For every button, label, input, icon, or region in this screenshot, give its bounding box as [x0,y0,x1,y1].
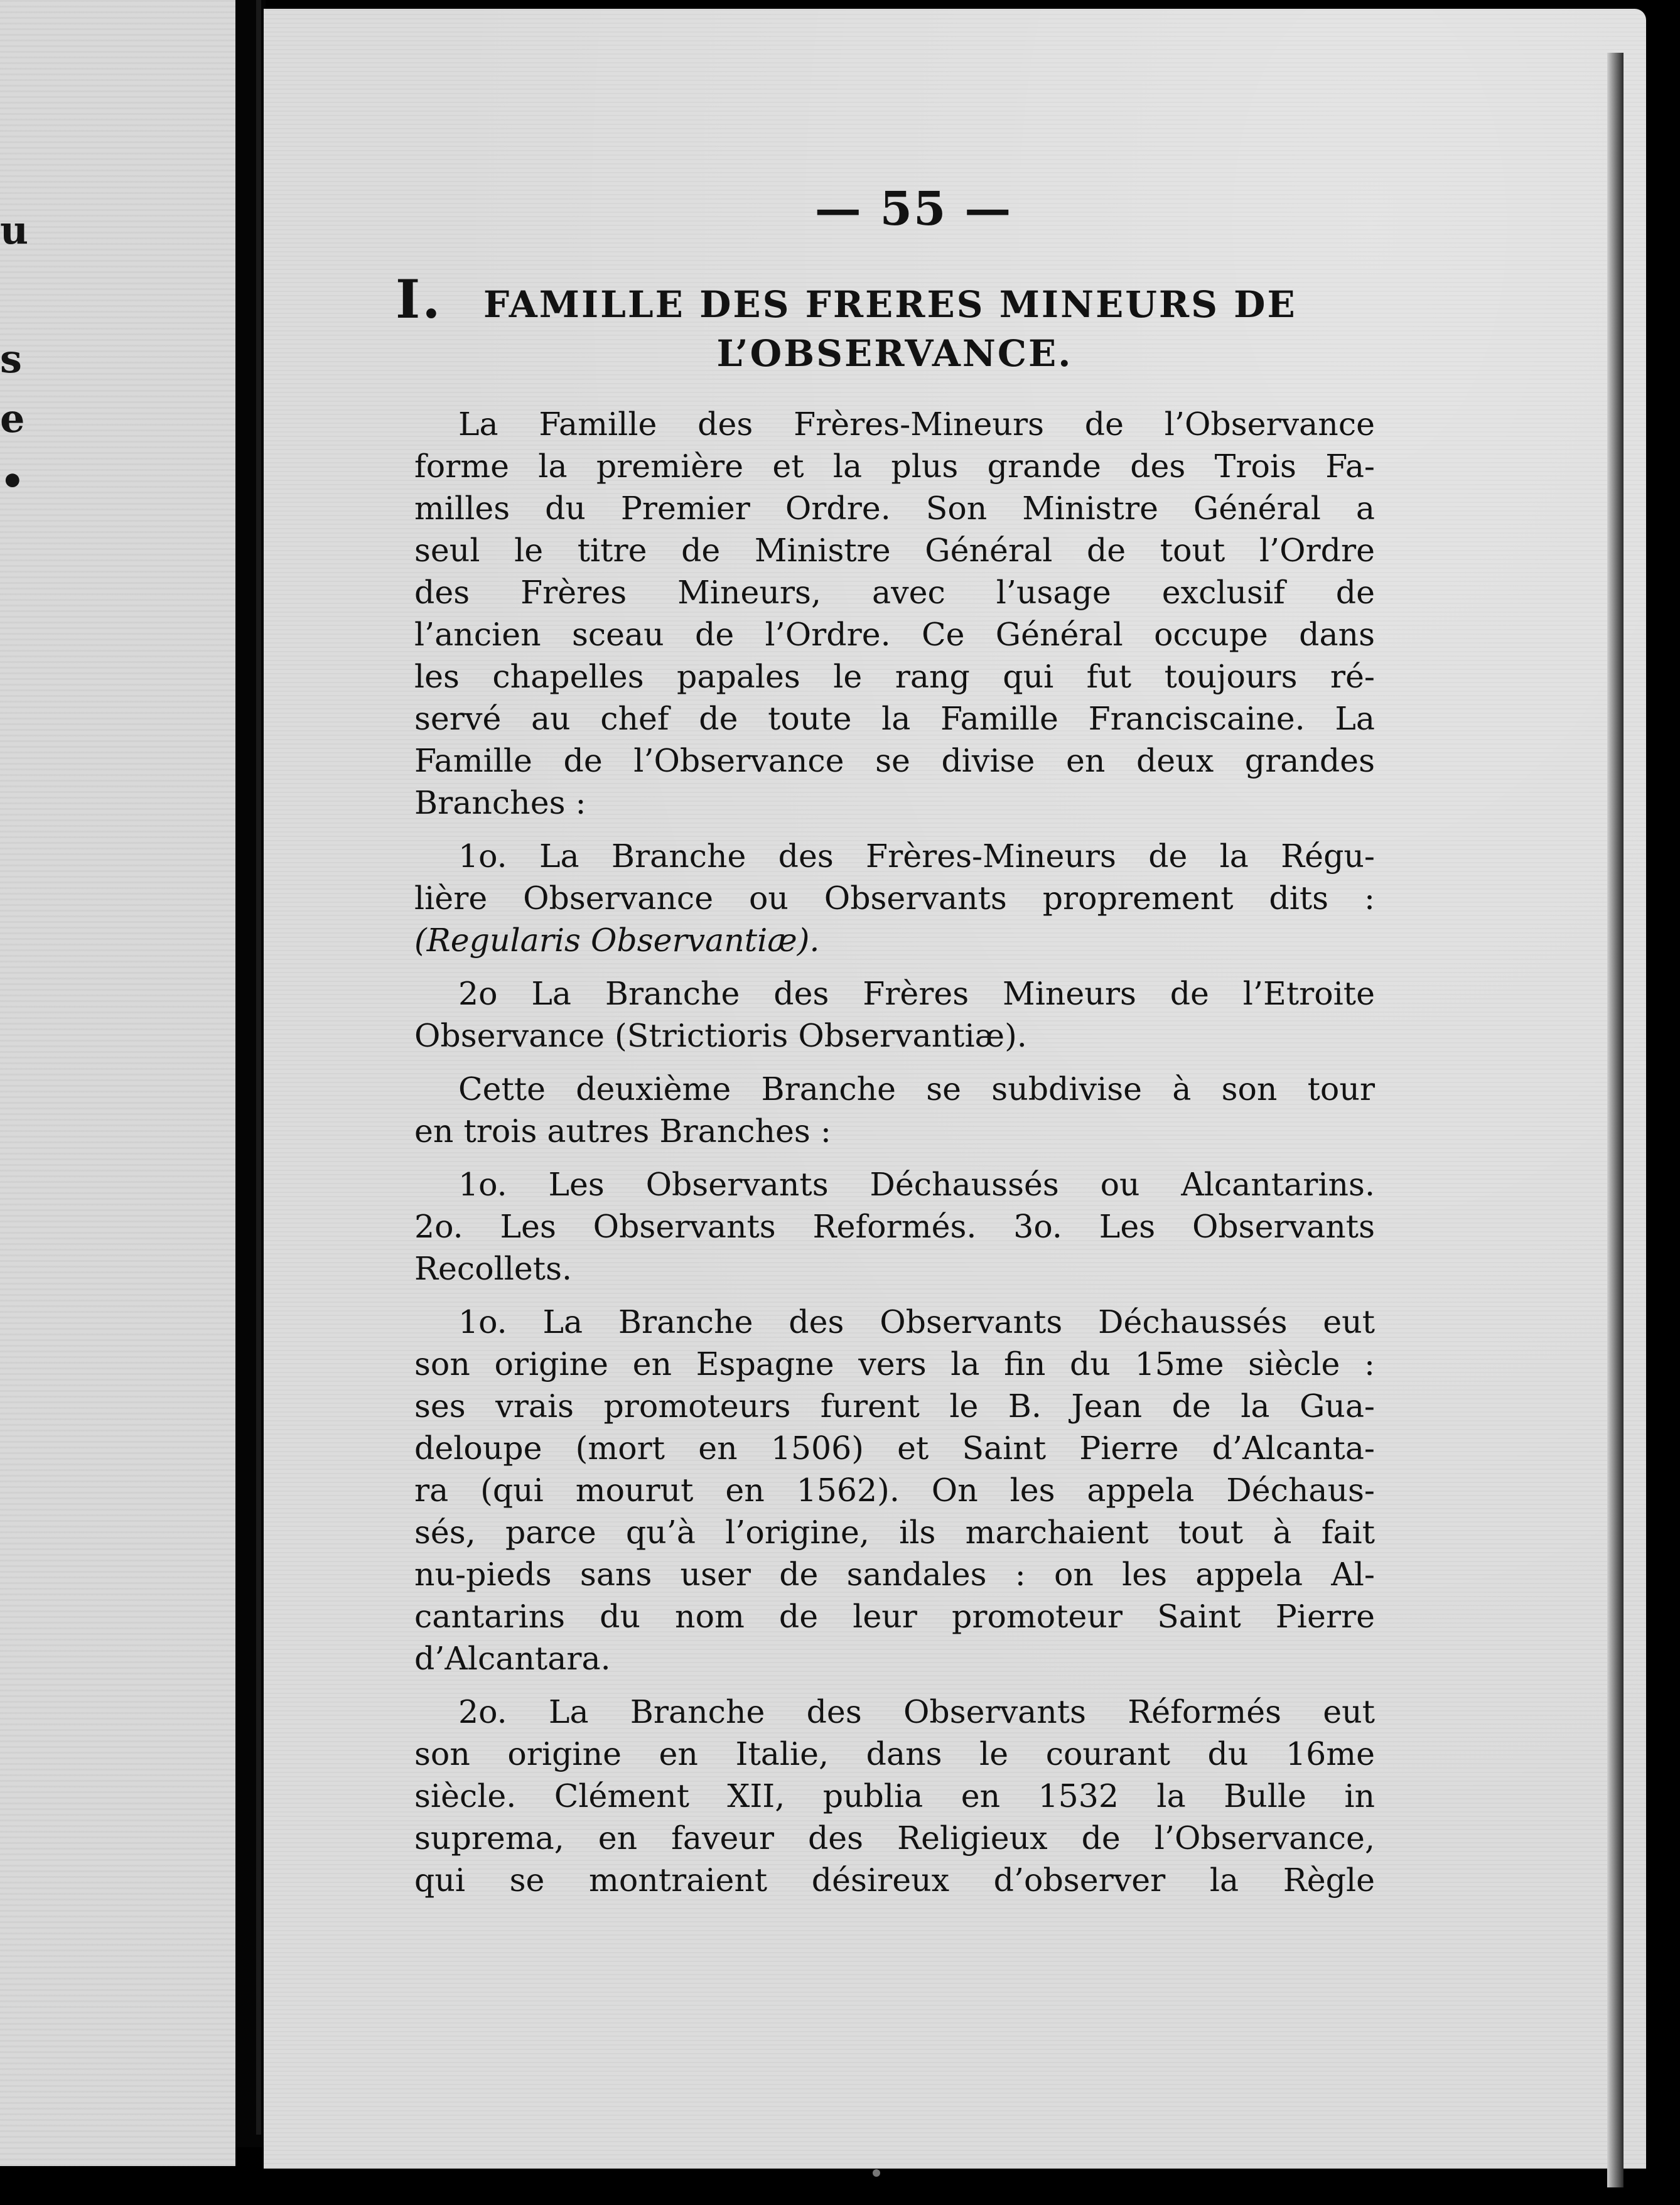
text-line: Cette deuxième Branche se subdivise à son tour [458,1070,1375,1108]
text-line: Recollets. [414,1250,573,1287]
text-line: en trois autres Branches : [414,1113,831,1150]
left-page-fragment: s [0,336,22,382]
section-heading [396,268,1375,378]
page-number: — 55 — [814,182,1013,236]
section-numeral: I. [396,268,443,330]
heading-line: L’OBSERVANCE. [716,332,1073,375]
heading-line: FAMILLE DES FRERES MINEURS DE [483,283,1297,326]
text-line: d’Alcantara. [414,1640,611,1677]
text-line: seul le titre de Ministre Général de tout l’Ordre [414,532,1375,569]
text-line: Branches : [414,784,586,821]
text-line: forme la première et la plus grande des Trois Fa- [414,448,1375,485]
text-line: suprema, en faveur des Religieux de l’Observance, [414,1820,1375,1857]
text-line: ra (qui mourut en 1562). On les appela Déchaus- [414,1472,1375,1509]
text-line: milles du Premier Ordre. Son Ministre Général a [414,490,1375,527]
paragraph [414,1068,1375,1152]
text-line: deloupe (mort en 1506) et Saint Pierre d’Alcanta- [414,1430,1375,1467]
text-line: Observance (Strictioris Observantiæ). [414,1017,1027,1054]
text-line: servé au chef de toute la Famille Franciscaine. La [414,700,1375,737]
paragraph [414,973,1375,1057]
text-line: son origine en Italie, dans le courant du 16me [414,1735,1375,1772]
text-line: qui se montraient désireux d’observer la Règle [414,1862,1375,1899]
text-line: 1o. La Branche des Observants Déchaussés eut [458,1303,1375,1340]
text-line: (Regularis Observantiæ). [414,922,820,959]
paragraph [414,835,1375,961]
text-line: lière Observance ou Observants proprement dits : [414,880,1375,917]
page-edge [1607,53,1623,2187]
scan-speck [873,2169,880,2177]
text-line: 2o. La Branche des Observants Réformés eut [458,1693,1375,1730]
paragraph [414,1163,1375,1290]
gutter-shadow [256,0,261,2135]
text-line: des Frères Mineurs, avec l’usage exclusif de [414,574,1375,611]
text-line: l’ancien sceau de l’Ordre. Ce Général occupe dans [414,616,1375,653]
text-line: nu-pieds sans user de sandales : on les appela Al- [414,1556,1375,1593]
left-page-fragment: • [0,458,25,504]
paragraph [414,403,1375,824]
text-line: 2o La Branche des Frères Mineurs de l’Etroite [458,975,1375,1012]
left-facing-page [0,0,235,2166]
text-line: les chapelles papales le rang qui fut toujours ré- [414,658,1375,695]
text-line: 1o. La Branche des Frères-Mineurs de la Régu- [458,838,1375,875]
text-line: 2o. Les Observants Reformés. 3o. Les Observants [414,1208,1375,1245]
text-line: 1o. Les Observants Déchaussés ou Alcantarins. [458,1166,1375,1203]
paragraph [414,1301,1375,1679]
text-line: cantarins du nom de leur promoteur Saint Pierre [414,1598,1375,1635]
text-line: ses vrais promoteurs furent le B. Jean de la Gua- [414,1388,1375,1425]
text-line: Famille de l’Observance se divise en deux grandes [414,742,1375,779]
text-line: sés, parce qu’à l’origine, ils marchaient tout à fait [414,1514,1375,1551]
page-content [396,182,1375,1912]
left-page-fragment: e [0,396,25,441]
paragraph [414,1691,1375,1901]
text-line: son origine en Espagne vers la fin du 15me siècle : [414,1345,1375,1383]
text-line: siècle. Clément XII, publia en 1532 la Bulle in [414,1777,1375,1814]
left-page-fragment: u [0,207,29,253]
text-line: La Famille des Frères-Mineurs de l’Observance [458,406,1375,443]
